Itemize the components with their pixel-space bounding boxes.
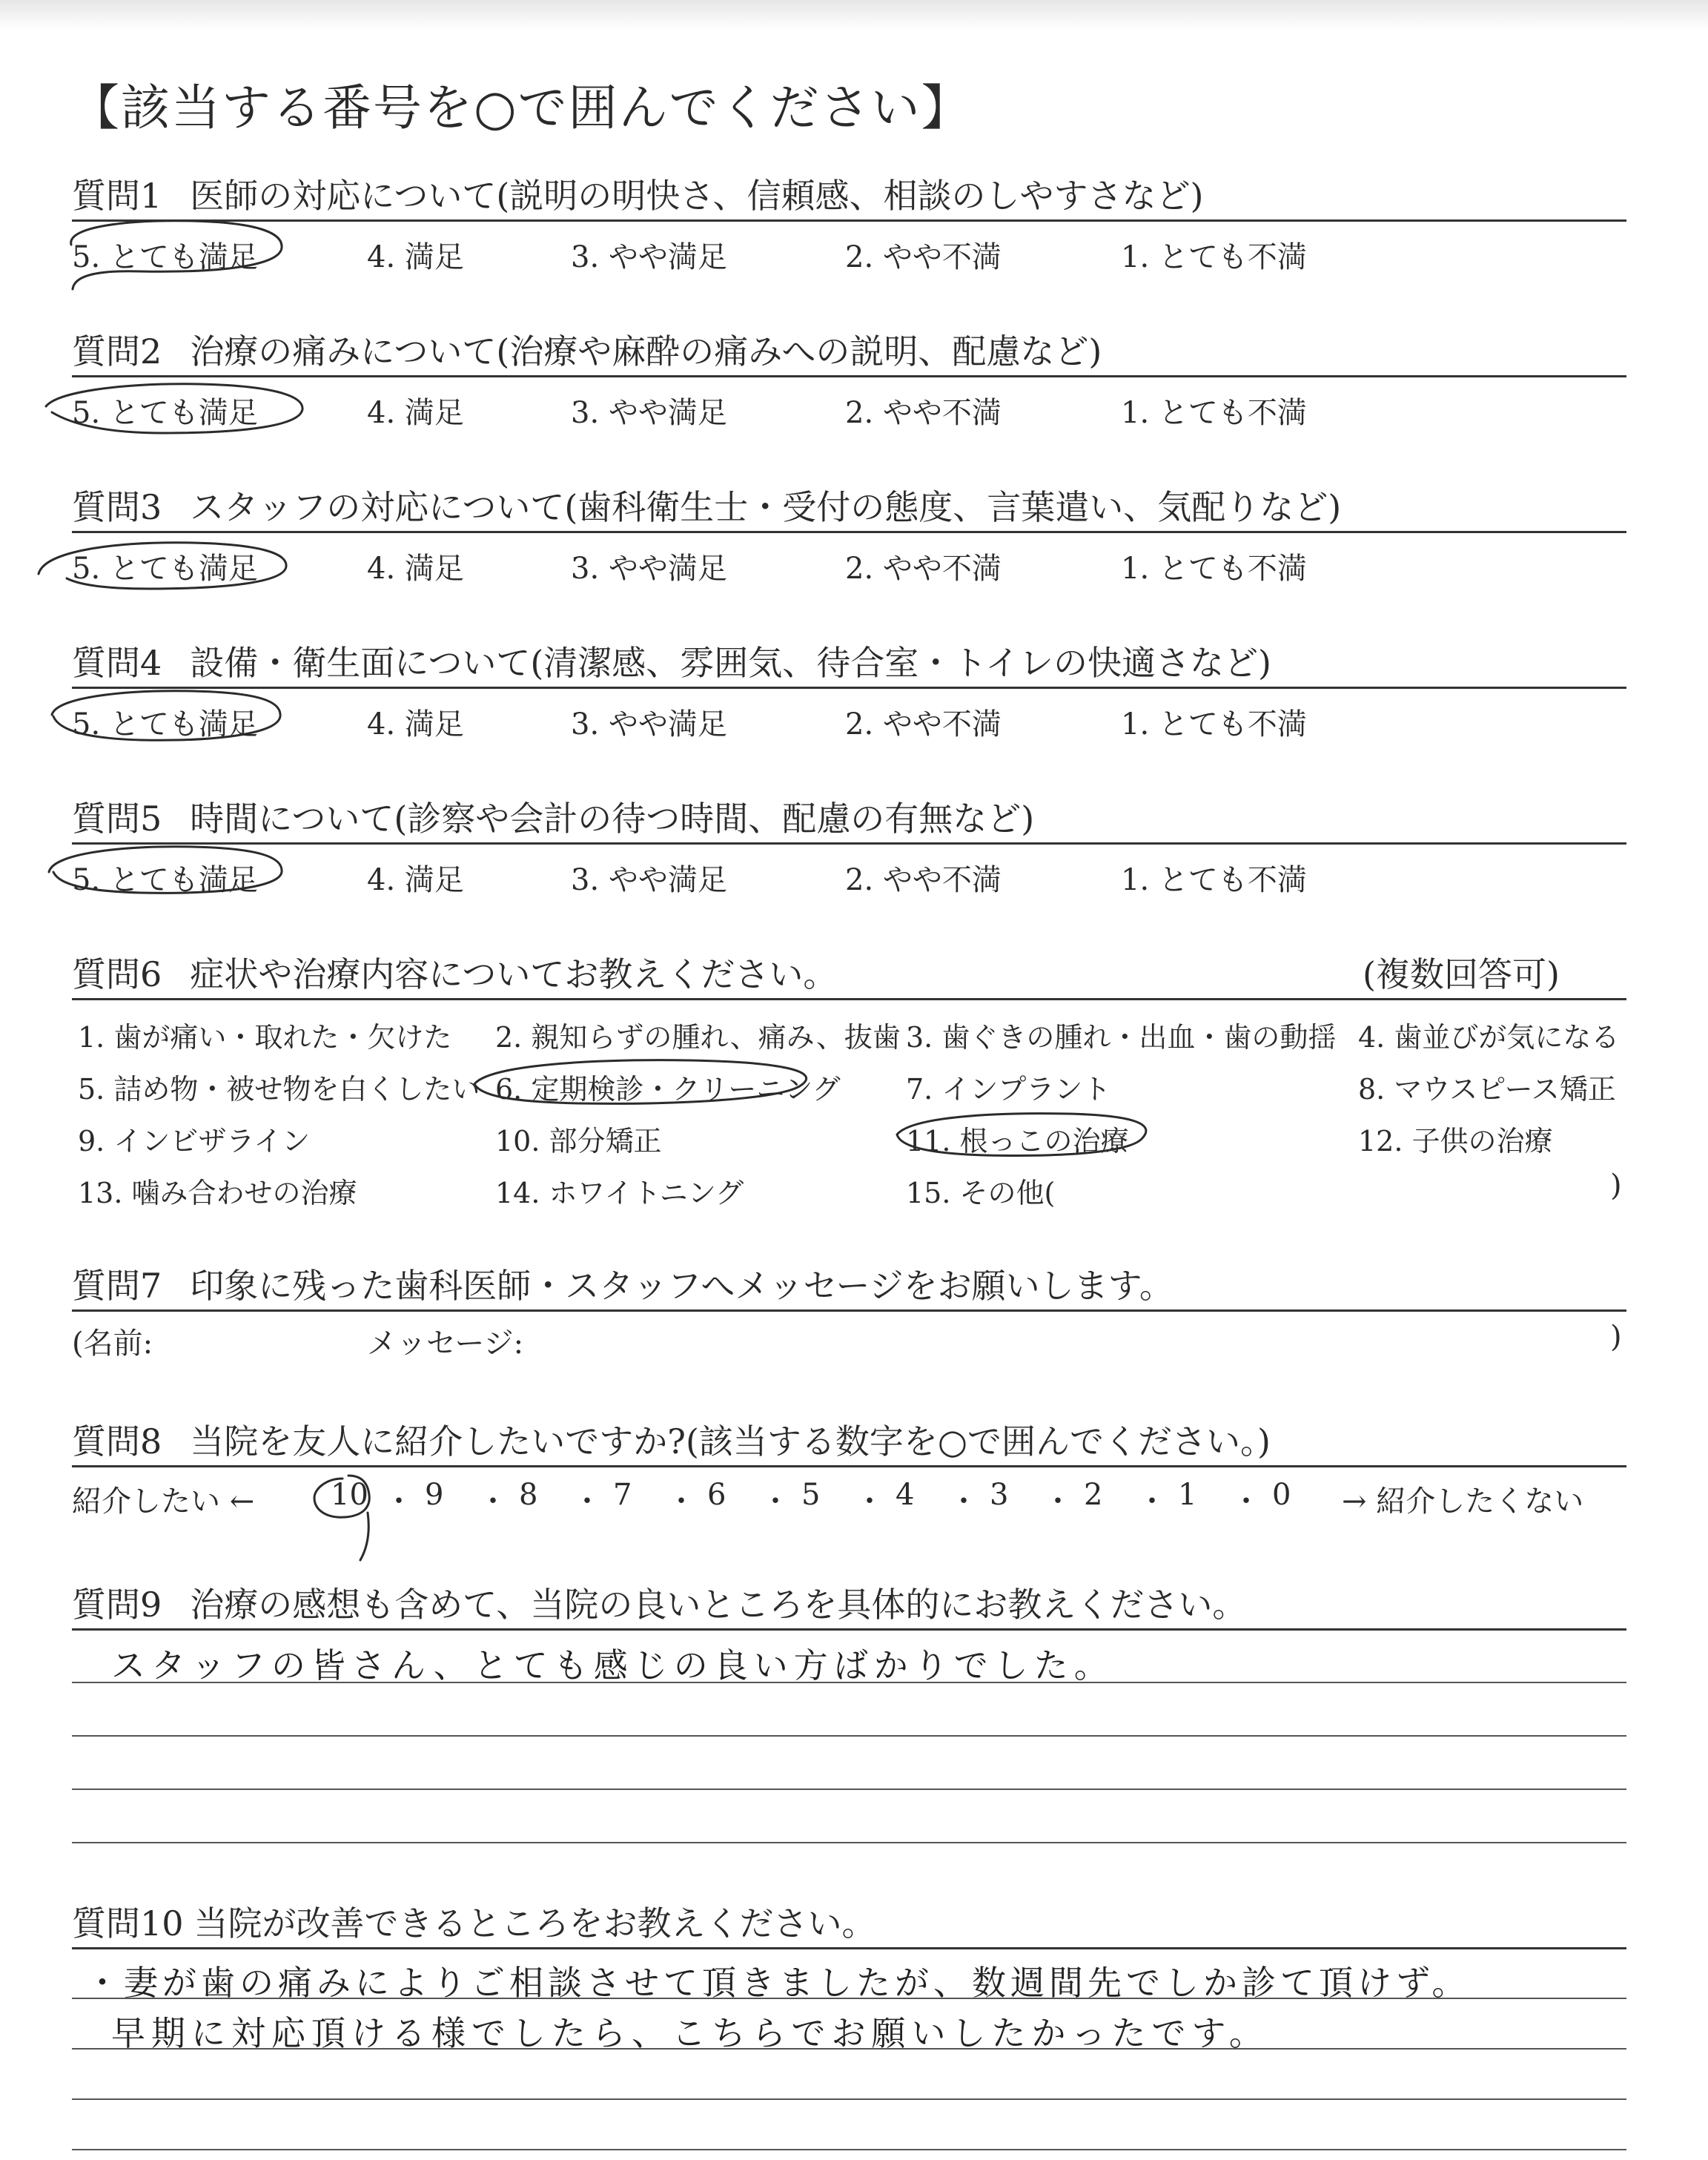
question-number: 質問10 xyxy=(72,1903,184,1943)
recommend-score-4[interactable]: 4 xyxy=(896,1478,915,1512)
q5-option-5[interactable]: 5. とても満足 xyxy=(72,863,258,897)
q6-option-10[interactable]: 10. 部分矯正 xyxy=(495,1125,662,1157)
question-text: 当院が改善できるところをお教えください。 xyxy=(193,1903,876,1943)
q6-option-6[interactable]: 6. 定期検診・クリーニング xyxy=(495,1073,841,1106)
scale-separator: ・ xyxy=(384,1484,414,1519)
question-text: 治療の感想も含めて、当院の良いところを具体的にお教えください。 xyxy=(190,1585,1247,1625)
message-close-paren: ) xyxy=(1610,1320,1622,1354)
recommend-score-9[interactable]: 9 xyxy=(425,1478,444,1512)
page-title: 【該当する番号を○で囲んでください】 xyxy=(70,79,972,136)
q6-option-14[interactable]: 14. ホワイトニング xyxy=(495,1177,744,1209)
q3-option-3[interactable]: 3. やや満足 xyxy=(571,552,727,586)
question-number: 質問4 xyxy=(72,643,162,683)
message-field-label: メッセージ: xyxy=(367,1327,524,1361)
selection-circle-q3 xyxy=(39,543,286,589)
q1-option-3[interactable]: 3. やや満足 xyxy=(571,240,727,274)
q6-option-5[interactable]: 5. 詰め物・被せ物を白くしたい xyxy=(78,1073,480,1106)
q6-option-2[interactable]: 2. 親知らずの腫れ、痛み、抜歯 xyxy=(495,1021,901,1054)
selection-circle-q4 xyxy=(52,691,280,740)
recommend-left-label: 紹介したい ← xyxy=(72,1484,255,1519)
selection-circle-q2 xyxy=(46,384,302,433)
q2-option-5[interactable]: 5. とても満足 xyxy=(72,396,258,430)
question-text: 当院を友人に紹介したいですか?(該当する数字を○で囲んでください。) xyxy=(190,1421,1271,1462)
q3-option-5[interactable]: 5. とても満足 xyxy=(72,552,258,586)
other-close-paren: ) xyxy=(1610,1169,1622,1203)
q6-option-11[interactable]: 11. 根っこの治療 xyxy=(906,1125,1129,1157)
q9-handwritten-answer[interactable]: スタッフの皆さん、とても感じの良い方ばかりでした。 xyxy=(111,1645,1114,1685)
recommend-score-7[interactable]: 7 xyxy=(613,1478,632,1512)
question-text: 時間について(診察や会計の待つ時間、配慮の有無など) xyxy=(190,799,1035,839)
q1-option-5[interactable]: 5. とても満足 xyxy=(72,240,258,274)
question-text: 治療の痛みについて(治療や麻酔の痛みへの説明、配慮など) xyxy=(190,331,1102,371)
recommend-score-3[interactable]: 3 xyxy=(990,1478,1009,1512)
question-number: 質問3 xyxy=(72,487,162,527)
multiple-answer-note: (複数回答可) xyxy=(1363,954,1560,994)
q4-option-2[interactable]: 2. やや不満 xyxy=(845,707,1002,742)
q2-option-2[interactable]: 2. やや不満 xyxy=(845,396,1002,430)
question-number: 質問2 xyxy=(72,331,162,371)
q6-option-15[interactable]: 15. その他( xyxy=(906,1177,1056,1209)
q6-option-13[interactable]: 13. 噛み合わせの治療 xyxy=(78,1177,357,1209)
q6-option-7[interactable]: 7. インプラント xyxy=(906,1073,1111,1106)
q10-handwritten-answer-line-1[interactable]: ・妻が歯の痛みによりご相談させて頂きましたが、数週間先でしか診て頂けず。 xyxy=(85,1963,1471,2003)
question-text: 症状や治療内容についてお教えください。 xyxy=(190,954,838,994)
recommend-score-2[interactable]: 2 xyxy=(1084,1478,1103,1512)
question-number: 質問9 xyxy=(72,1585,162,1625)
q5-option-4[interactable]: 4. 満足 xyxy=(367,863,464,897)
question-number: 質問7 xyxy=(72,1266,162,1306)
q3-option-1[interactable]: 1. とても不満 xyxy=(1121,552,1307,586)
q1-option-1[interactable]: 1. とても不満 xyxy=(1121,240,1307,274)
question-number: 質問1 xyxy=(72,176,162,216)
q5-option-2[interactable]: 2. やや不満 xyxy=(845,863,1002,897)
scale-separator: ・ xyxy=(478,1484,508,1519)
recommend-right-label: → 紹介したくない xyxy=(1342,1484,1584,1519)
question-text: 設備・衛生面について(清潔感、雰囲気、待合室・トイレの快適さなど) xyxy=(190,643,1271,683)
scale-separator: ・ xyxy=(949,1484,979,1519)
question-text: 医師の対応について(説明の明快さ、信頼感、相談のしやすさなど) xyxy=(190,176,1204,216)
q10-handwritten-answer-line-2[interactable]: 早期に対応頂ける様でしたら、こちらでお願いしたかったです。 xyxy=(111,2013,1269,2053)
q6-option-12[interactable]: 12. 子供の治療 xyxy=(1358,1125,1553,1157)
question-text: スタッフの対応について(歯科衛生士・受付の態度、言葉遣い、気配りなど) xyxy=(190,487,1342,527)
scale-separator: ・ xyxy=(1137,1484,1167,1519)
q2-option-1[interactable]: 1. とても不満 xyxy=(1121,396,1307,430)
q6-option-3[interactable]: 3. 歯ぐきの腫れ・出血・歯の動揺 xyxy=(906,1021,1337,1054)
q4-option-5[interactable]: 5. とても満足 xyxy=(72,707,258,742)
q4-option-3[interactable]: 3. やや満足 xyxy=(571,707,727,742)
q5-option-3[interactable]: 3. やや満足 xyxy=(571,863,727,897)
q6-option-1[interactable]: 1. 歯が痛い・取れた・欠けた xyxy=(78,1021,452,1054)
scale-separator: ・ xyxy=(666,1484,696,1519)
q6-option-8[interactable]: 8. マウスピース矯正 xyxy=(1358,1073,1616,1106)
question-number: 質問8 xyxy=(72,1421,162,1462)
selection-circle-q8-10 xyxy=(314,1476,369,1560)
recommend-score-8[interactable]: 8 xyxy=(519,1478,538,1512)
selection-circle-q5 xyxy=(49,847,282,894)
q4-option-1[interactable]: 1. とても不満 xyxy=(1121,707,1307,742)
q2-option-3[interactable]: 3. やや満足 xyxy=(571,396,727,430)
selection-circle-q1 xyxy=(71,221,282,289)
q3-option-2[interactable]: 2. やや不満 xyxy=(845,552,1002,586)
scale-separator: ・ xyxy=(572,1484,602,1519)
q5-option-1[interactable]: 1. とても不満 xyxy=(1121,863,1307,897)
q6-option-9[interactable]: 9. インビザライン xyxy=(78,1125,311,1157)
recommend-score-0[interactable]: 0 xyxy=(1272,1478,1291,1512)
scale-separator: ・ xyxy=(761,1484,790,1519)
q6-option-4[interactable]: 4. 歯並びが気になる xyxy=(1358,1021,1620,1054)
selection-circle-q6-6 xyxy=(474,1060,807,1104)
q4-option-4[interactable]: 4. 満足 xyxy=(367,707,464,742)
scale-separator: ・ xyxy=(1043,1484,1073,1519)
recommend-score-10[interactable]: 10 xyxy=(331,1478,368,1512)
q3-option-4[interactable]: 4. 満足 xyxy=(367,552,464,586)
question-text: 印象に残った歯科医師・スタッフへメッセージをお願いします。 xyxy=(190,1266,1174,1306)
recommend-score-1[interactable]: 1 xyxy=(1178,1478,1197,1512)
question-number: 質問6 xyxy=(72,954,162,994)
q1-option-4[interactable]: 4. 満足 xyxy=(367,240,464,274)
selection-circle-q6-11 xyxy=(897,1114,1146,1156)
q2-option-4[interactable]: 4. 満足 xyxy=(367,396,464,430)
recommend-score-5[interactable]: 5 xyxy=(801,1478,821,1512)
scale-separator: ・ xyxy=(855,1484,884,1519)
scale-separator: ・ xyxy=(1231,1484,1261,1519)
question-number: 質問5 xyxy=(72,799,162,839)
recommend-score-6[interactable]: 6 xyxy=(707,1478,726,1512)
name-field-label: (名前: xyxy=(72,1327,153,1361)
q1-option-2[interactable]: 2. やや不満 xyxy=(845,240,1002,274)
